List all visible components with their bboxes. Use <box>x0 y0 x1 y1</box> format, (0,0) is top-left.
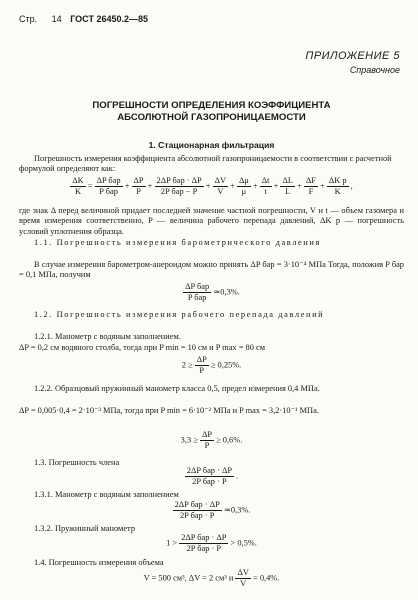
formula-term-2: $\frac{\text{ΔP бар}}{\text{P бар}}$ <box>96 176 121 197</box>
eq-1-2-1 <box>19 355 404 377</box>
eq-1-4-fraction: $\frac{\Delta V}{V}$ <box>237 568 249 589</box>
formula-term-8: $\frac{\Delta L}{L}$ <box>282 176 293 197</box>
section-1-1-heading: 1.1. Погрешность измерения барометрического давления <box>34 238 321 247</box>
eq-1-3-2-rhs: > 0,5%. <box>230 538 257 548</box>
eq-1-4-lhs: V = 500 см³, ΔV = 2 см³ и <box>143 573 234 583</box>
standard-code: ГОСТ 26450.2—85 <box>70 14 148 24</box>
formula-term-3: $\frac{\Delta P}{P}$ <box>133 176 144 197</box>
section-1-heading: 1. Стационарная фильтрация <box>148 140 275 150</box>
title-line-2: АБСОЛЮТНОЙ ГАЗОПРОНИЦАЕМОСТИ <box>117 112 306 124</box>
section-1-3-1-heading: 1.3.1. Манометр с водяным заполнением <box>34 490 179 499</box>
document-title <box>19 100 404 125</box>
where-paragraph: где знак Δ перед величиной придает последней значение частной погрешности, V и t — объем газомера и время измерения соответственно, P — величина рабочего перепада давлений, ΔK р — погрешность условий уплотнения образца. <box>19 206 404 236</box>
eq-1-3-1 <box>19 500 404 522</box>
baro-paragraph: В случае измерения барометром-анероидом можно принять ΔP бар = 3·10⁻⁴ МПа Тогда, положив P бар = 0,1 МПа, получим <box>19 260 404 280</box>
formula-term-4: $\frac{\text{2ΔP бар · ΔP}}{\text{2P бар − P}}$ <box>156 176 202 197</box>
eq-1-3-2-lhs: 1 > <box>166 538 178 548</box>
eq-1-4-rhs: = 0,4%. <box>253 573 280 583</box>
eq-1-2-2-lhs: 3,3 ≥ <box>180 435 198 445</box>
section-1-3-heading: 1.3. Погрешность члена <box>34 458 120 467</box>
eq-1-3-2 <box>19 533 404 555</box>
formula-term-1: $\frac{\Delta K}{K}$ <box>72 176 84 197</box>
eq-1-3 <box>19 466 404 488</box>
eq-1-2-2-fraction: $\frac{\Delta P}{P}$ <box>201 430 212 451</box>
eq-1-4 <box>19 568 404 590</box>
section-1-3-2-heading: 1.3.2. Пружинный манометр <box>34 524 136 533</box>
section-1-4-heading: 1.4. Погрешность измерения объема <box>34 558 164 567</box>
eq-1-3-1-fraction: $\frac{\text{2ΔP бар · ΔP}}{\text{2P бар · P}}$ <box>174 500 220 521</box>
appendix-subtitle: Справочное <box>349 65 400 76</box>
eq-1-3-fraction: $\frac{\text{2ΔP бар · ΔP}}{\text{2P бар · P}}$ <box>186 466 232 487</box>
eq-baro-rhs: ≃0,3%. <box>213 287 240 297</box>
appendix-title: ПРИЛОЖЕНИЕ 5 <box>305 50 400 62</box>
eq-1-2-1-rhs: ≥ 0,25%. <box>210 360 242 370</box>
formula-term-6: $\frac{\Delta\mu}{\mu}$ <box>238 176 249 197</box>
page-number: 14 <box>51 14 62 24</box>
section-1-2-2-text-1: 1.2.2. Образцовый пружинный манометр класса 0,5, предел измерения 0,4 МПа. <box>34 384 320 393</box>
eq-baro-fraction: $\frac{\text{ΔP бар}}{\text{P бар}}$ <box>185 282 210 303</box>
formula-term-5: $\frac{\Delta V}{V}$ <box>214 176 227 197</box>
eq-1-3-rhs: . <box>236 471 239 481</box>
formula-term-10: $\frac{\text{ΔK р}}{K}$ <box>328 176 347 197</box>
eq-1-2-2-rhs: ≥ 0,6%. <box>216 435 243 445</box>
appendix-label <box>305 50 400 76</box>
title-line-1: ПОГРЕШНОСТИ ОПРЕДЕЛЕНИЯ КОЭФФИЦИЕНТА <box>92 100 331 111</box>
section-1-2-1-heading: 1.2.1. Манометр с водяным заполнением. <box>34 332 181 341</box>
page-prefix: Стр. <box>19 14 38 24</box>
intro-paragraph: Погрешность измерения коэффициента абсолютной газопроницаемости в соответствии с расчетной формулой определяют как: <box>19 154 392 174</box>
eq-1-2-2 <box>19 430 404 452</box>
eq-baro <box>19 282 404 304</box>
eq-1-3-1-rhs: ≃0,3%. <box>223 505 251 515</box>
section-1-2-1-text: ΔP = 0,2 см водяного столба, тогда при P min = 10 см и P max = 80 см <box>19 343 265 352</box>
eq-1-2-1-fraction: $\frac{\Delta P}{P}$ <box>196 355 207 376</box>
eq-1-2-1-lhs: 2 ≥ <box>181 360 193 370</box>
section-1-2-heading: 1.2. Погрешность измерения рабочего перепада давлений <box>34 310 325 319</box>
page-header <box>19 14 148 25</box>
main-formula: $\frac{\Delta K}{K}$ = $\frac{\text{ΔP бар}}{\text{P бар}}$ + $\frac{\Delta P}{P}$ + $\frac{\text{2ΔP бар · ΔP}}{\text{2P бар − P}}$ + $\frac{\Delta V}{V}$ + $\frac{\Delta\mu}{\mu}$ + $\frac{\Delta t}{t}$ + $\frac{\Delta L}{L}$ + $\frac{\Delta F}{F}$ + $\frac{\text{ΔK р}}{K}$ , <box>72 176 353 197</box>
section-1-2-2-text-2: ΔP = 0,005·0,4 = 2·10⁻³ МПа, тогда при P min = 6·10⁻² МПа и P max = 3,2·10⁻¹ МПа. <box>19 406 319 415</box>
eq-1-3-2-fraction: $\frac{\text{2ΔP бар · ΔP}}{\text{2P бар · P}}$ <box>181 533 227 554</box>
formula-term-9: $\frac{\Delta F}{F}$ <box>305 176 316 197</box>
formula-term-7: $\frac{\Delta t}{t}$ <box>261 176 270 197</box>
